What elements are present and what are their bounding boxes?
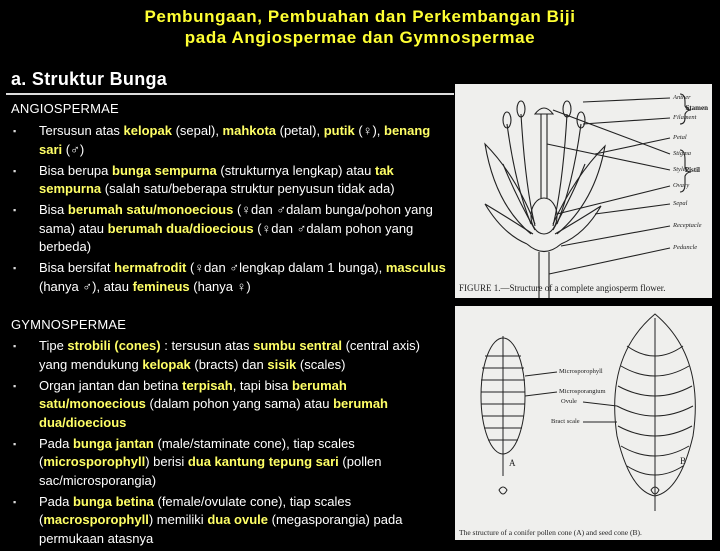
key-term: terpisah (182, 377, 233, 393)
list-text: (♀), (354, 123, 385, 138)
angio-list-item (11, 201, 451, 257)
flower-part-label: Anther (673, 94, 691, 101)
list-text: (♂) (62, 141, 85, 157)
key-term: hermafrodit (114, 260, 187, 275)
cones-diagram (455, 306, 712, 540)
list-text: Pada (39, 493, 73, 509)
stamen-label: Stamen (685, 104, 708, 112)
key-term: kelopak (123, 123, 172, 138)
title-line-2: pada Angiospermae dan Gymnospermae (184, 28, 536, 47)
list-text: (bracts) dan (190, 356, 268, 372)
key-term: strobili (cones) (67, 338, 161, 353)
list-text: (sepal), (171, 123, 223, 138)
key-term: femineus (132, 278, 190, 294)
list-text: (female/ovulate cone), tiap scales ( (39, 493, 352, 527)
list-text: Bisa bersifat (39, 260, 115, 275)
list-text: (strukturnya lengkap) atau (216, 162, 375, 178)
bullet-icon: ▪ (13, 380, 17, 391)
key-term: sisik (267, 356, 297, 372)
heading-rule (6, 93, 454, 95)
key-term: putik (323, 123, 355, 138)
list-text: Pada (39, 435, 73, 451)
list-text: (salah satu/beberapa struktur penyusun tidak ada) (101, 181, 395, 196)
key-term: macrosporophyll (43, 512, 149, 527)
flower-part-label: Filament (673, 114, 697, 121)
angio-list-item (11, 259, 451, 296)
cone-part-label: Microsporophyll (559, 368, 603, 375)
list-text: , tapi bisa (232, 377, 292, 393)
list-text: Tipe (39, 338, 68, 353)
key-term: dua kantung tepung sari (187, 454, 339, 469)
list-text: (pollen sac/microsporangia) (39, 454, 382, 488)
flower-part-label: Receptacle (673, 222, 702, 229)
angio-list-item (11, 122, 451, 159)
flower-part-label: Sepal (673, 200, 688, 207)
label-a: A (509, 458, 516, 468)
gymno-list-item (11, 435, 451, 491)
bullet-icon: ▪ (13, 496, 17, 507)
flower-part-label: Style (673, 166, 686, 173)
list-text: : tersusun atas (160, 338, 254, 353)
cone-part-label: Bract scale (551, 418, 580, 425)
gymno-list-item (11, 337, 451, 374)
section-heading: a. Struktur Bunga (11, 69, 168, 89)
list-text: (♀dan ♂dalam pohon yang berbeda) (39, 220, 414, 254)
list-text: (hanya ♂), atau (39, 278, 133, 294)
angiospermae-heading: ANGIOSPERMAE (11, 101, 119, 116)
conifer-cones-figure (455, 306, 712, 540)
list-text: Tersusun atas (39, 123, 124, 138)
key-term: berumah dua/dioecious (39, 396, 388, 430)
key-term: bunga sempurna (112, 162, 217, 178)
gymnospermae-heading: GYMNOSPERMAE (11, 317, 127, 332)
bullet-icon: ▪ (13, 205, 17, 215)
figure1-caption: FIGURE 1.—Structure of a complete angiosperm flower. (459, 283, 666, 293)
slide-title (0, 6, 720, 48)
key-term: berumah dua/dioecious (107, 220, 254, 236)
key-term: bunga jantan (72, 435, 154, 451)
key-term: mahkota (222, 123, 277, 138)
title-line-1: Pembungaan, Pembuahan dan Perkembangan Biji (144, 7, 576, 26)
list-text: Bisa (39, 202, 68, 217)
list-text: Bisa berupa (39, 162, 112, 178)
list-text: (male/staminate cone), tiap scales ( (39, 435, 355, 469)
cone-part-label: Microsporangium (559, 388, 606, 395)
key-term: kelopak (142, 356, 191, 372)
bullet-icon: ▪ (13, 126, 17, 136)
bullet-icon: ▪ (13, 438, 17, 449)
key-term: benang sari (39, 123, 431, 157)
angiospermae-list (11, 122, 451, 299)
list-text: (♀dan ♂dalam bunga/pohon yang sama) atau (39, 202, 433, 236)
key-term: microsporophyll (43, 454, 146, 469)
list-text: (hanya ♀) (189, 278, 251, 294)
list-text: ) memiliki (148, 512, 208, 527)
key-term: masculus (385, 260, 446, 275)
flower-part-label: Ovary (673, 182, 690, 189)
label-b: B (680, 456, 687, 466)
key-term: tak sempurna (39, 162, 394, 196)
bullet-icon: ▪ (13, 263, 17, 273)
angiosperm-flower-figure (455, 84, 712, 298)
key-term: dua ovule (207, 512, 268, 527)
list-text: (scales) (296, 356, 346, 372)
key-term: berumah satu/monoecious (67, 202, 234, 217)
angio-list-item (11, 162, 451, 199)
gymno-list-item (11, 377, 451, 433)
pistil-label: Pistil (684, 166, 700, 174)
list-text: (petal), (276, 123, 324, 138)
key-term: bunga betina (72, 493, 154, 509)
list-text: (central axis) yang mendukung (39, 338, 420, 372)
list-text: (megasporangia) pada permukaan atasnya (39, 512, 403, 546)
list-text: (♀dan ♂lengkap dalam 1 bunga), (186, 260, 386, 275)
list-text: (dalam pohon yang sama) atau (145, 396, 334, 411)
bullet-icon: ▪ (13, 341, 17, 351)
flower-part-label: Petal (673, 134, 687, 141)
gymnospermae-list (11, 337, 451, 551)
key-term: sumbu sentral (253, 338, 342, 353)
figure2-caption: The structure of a conifer pollen cone (A) and seed cone (B). (459, 528, 642, 537)
cone-part-label: Ovule (561, 398, 577, 405)
flower-part-label: Stigma (673, 150, 692, 157)
list-text: ) berisi (145, 454, 188, 469)
key-term: berumah satu/monoecious (39, 377, 347, 411)
list-text: Organ jantan dan betina (39, 377, 183, 393)
bullet-icon: ▪ (13, 165, 17, 176)
flower-part-label: Peduncle (673, 244, 698, 251)
